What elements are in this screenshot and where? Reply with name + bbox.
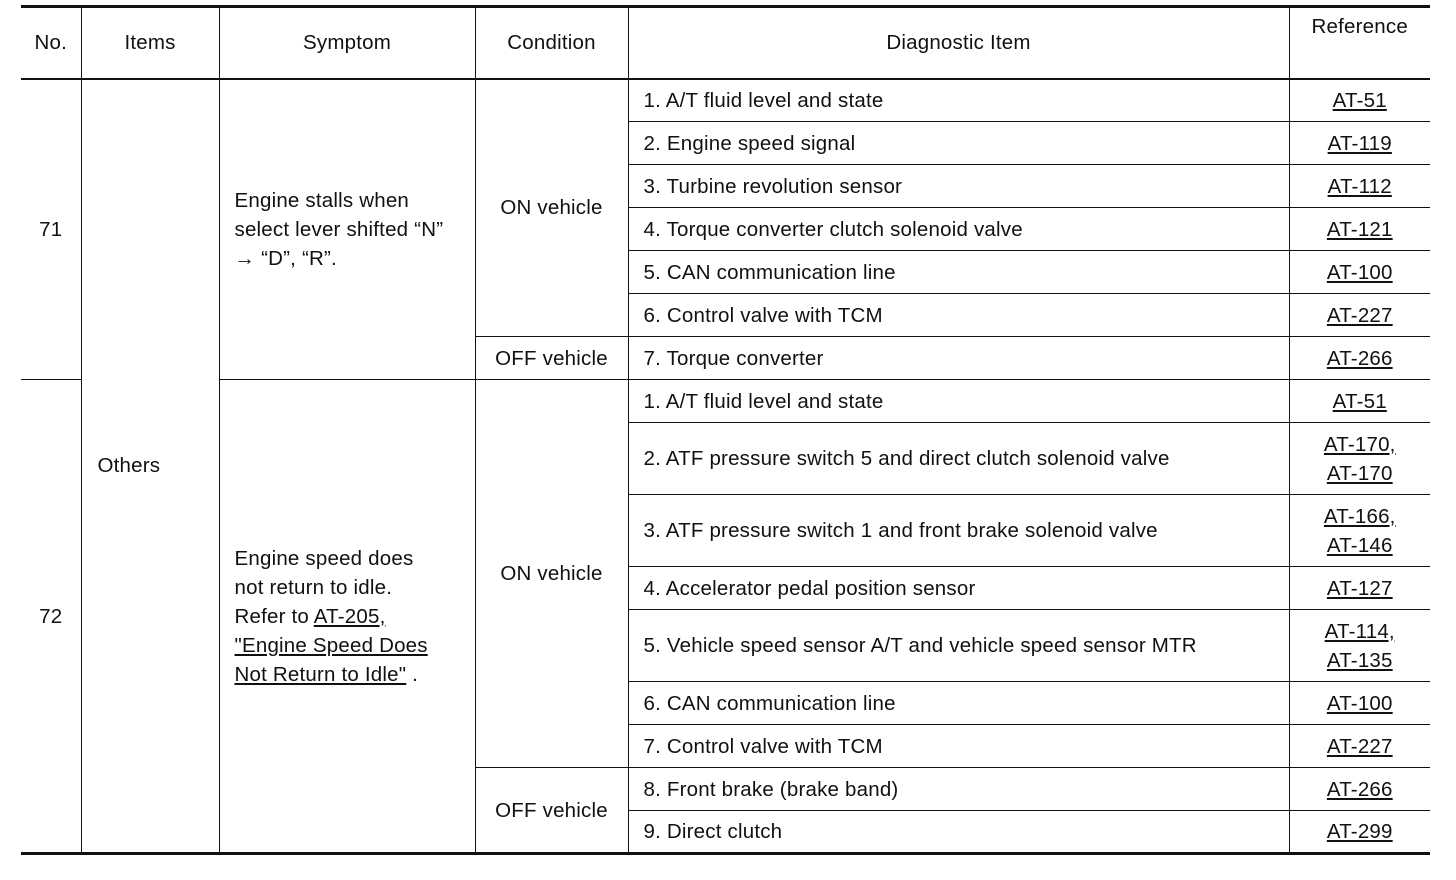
header-reference: Reference	[1289, 7, 1430, 79]
reference-cell	[1289, 610, 1430, 682]
condition-off-vehicle: OFF vehicle	[475, 768, 628, 854]
symptom-line: Refer to	[234, 604, 310, 628]
reference-link[interactable]: AT-170,	[1323, 432, 1396, 456]
header-symptom: Symptom	[219, 7, 475, 79]
reference-link[interactable]: AT-227	[1326, 734, 1393, 758]
reference-cell	[1289, 567, 1430, 610]
diagnostic-item: 1. A/T fluid level and state	[628, 380, 1289, 423]
reference-link[interactable]: AT-51	[1332, 88, 1387, 112]
reference-cell	[1289, 682, 1430, 725]
diagnostic-item: 2. ATF pressure switch 5 and direct clutch solenoid valve	[628, 423, 1289, 495]
diagnosis-table-wrapper	[21, 5, 1430, 855]
reference-link[interactable]: AT-51	[1332, 389, 1387, 413]
reference-link[interactable]: AT-135	[1326, 648, 1393, 672]
reference-cell	[1289, 122, 1430, 165]
symptom-72	[219, 380, 475, 854]
symptom-71	[219, 79, 475, 380]
diagnostic-item: 3. ATF pressure switch 1 and front brake solenoid valve	[628, 495, 1289, 567]
diagnostic-item: 5. Vehicle speed sensor A/T and vehicle speed sensor MTR	[628, 610, 1289, 682]
reference-cell	[1289, 423, 1430, 495]
diagnosis-table	[21, 5, 1430, 855]
symptom-reference-link[interactable]: "Engine Speed Does	[234, 633, 428, 657]
items-cell: Others	[81, 79, 219, 854]
symptom-reference-link[interactable]: Not Return to Idle"	[234, 662, 407, 686]
reference-link[interactable]: AT-266	[1326, 777, 1393, 801]
reference-link[interactable]: AT-114,	[1324, 619, 1395, 643]
header-diagnostic-item: Diagnostic Item	[628, 7, 1289, 79]
reference-link[interactable]: AT-299	[1326, 820, 1393, 843]
condition-off-vehicle: OFF vehicle	[475, 337, 628, 380]
diagnostic-item: 8. Front brake (brake band)	[628, 768, 1289, 811]
reference-cell	[1289, 294, 1430, 337]
reference-link[interactable]: AT-227	[1326, 303, 1393, 327]
diagnostic-item: 5. CAN communication line	[628, 251, 1289, 294]
header-row	[21, 7, 1430, 79]
reference-cell	[1289, 811, 1430, 854]
reference-link[interactable]: AT-127	[1326, 576, 1393, 600]
reference-link[interactable]: AT-170	[1326, 461, 1393, 485]
reference-cell	[1289, 337, 1430, 380]
symptom-tail: .	[412, 662, 419, 686]
diagnostic-item: 4. Accelerator pedal position sensor	[628, 567, 1289, 610]
symptom-line: select lever shifted “N”	[234, 217, 444, 241]
condition-on-vehicle: ON vehicle	[475, 380, 628, 768]
reference-link[interactable]: AT-112	[1327, 174, 1392, 198]
symptom-line: Engine stalls when	[234, 188, 410, 212]
diagnostic-item: 6. CAN communication line	[628, 682, 1289, 725]
diagnostic-item: 6. Control valve with TCM	[628, 294, 1289, 337]
table-row	[21, 380, 1430, 423]
reference-cell	[1289, 165, 1430, 208]
header-condition: Condition	[475, 7, 628, 79]
diagnostic-item: 1. A/T fluid level and state	[628, 79, 1289, 122]
diagnostic-item: 3. Turbine revolution sensor	[628, 165, 1289, 208]
diagnostic-item: 2. Engine speed signal	[628, 122, 1289, 165]
header-no: No.	[21, 7, 81, 79]
item-number-71: 71	[21, 79, 81, 380]
item-number-72: 72	[21, 380, 81, 854]
reference-cell	[1289, 495, 1430, 567]
diagnostic-item: 7. Torque converter	[628, 337, 1289, 380]
reference-link[interactable]: AT-100	[1326, 260, 1393, 284]
diagnostic-item: 9. Direct clutch	[628, 811, 1289, 854]
table-row	[21, 79, 1430, 122]
reference-cell	[1289, 208, 1430, 251]
symptom-line: → “D”, “R”.	[234, 246, 337, 270]
reference-cell	[1289, 79, 1430, 122]
header-items: Items	[81, 7, 219, 79]
symptom-line: not return to idle.	[234, 575, 393, 599]
diagnostic-item: 7. Control valve with TCM	[628, 725, 1289, 768]
reference-link[interactable]: AT-121	[1326, 217, 1393, 241]
reference-link[interactable]: AT-100	[1326, 691, 1393, 715]
condition-on-vehicle: ON vehicle	[475, 79, 628, 337]
diagnostic-item: 4. Torque converter clutch solenoid valve	[628, 208, 1289, 251]
reference-cell	[1289, 768, 1430, 811]
reference-link[interactable]: AT-266	[1326, 346, 1393, 370]
reference-link[interactable]: AT-119	[1327, 131, 1392, 155]
reference-link[interactable]: AT-166,	[1323, 504, 1396, 528]
reference-cell	[1289, 251, 1430, 294]
symptom-reference-link[interactable]: AT-205,	[313, 604, 386, 628]
symptom-line: Engine speed does	[234, 546, 414, 570]
reference-cell	[1289, 380, 1430, 423]
reference-link[interactable]: AT-146	[1326, 533, 1393, 557]
reference-cell	[1289, 725, 1430, 768]
